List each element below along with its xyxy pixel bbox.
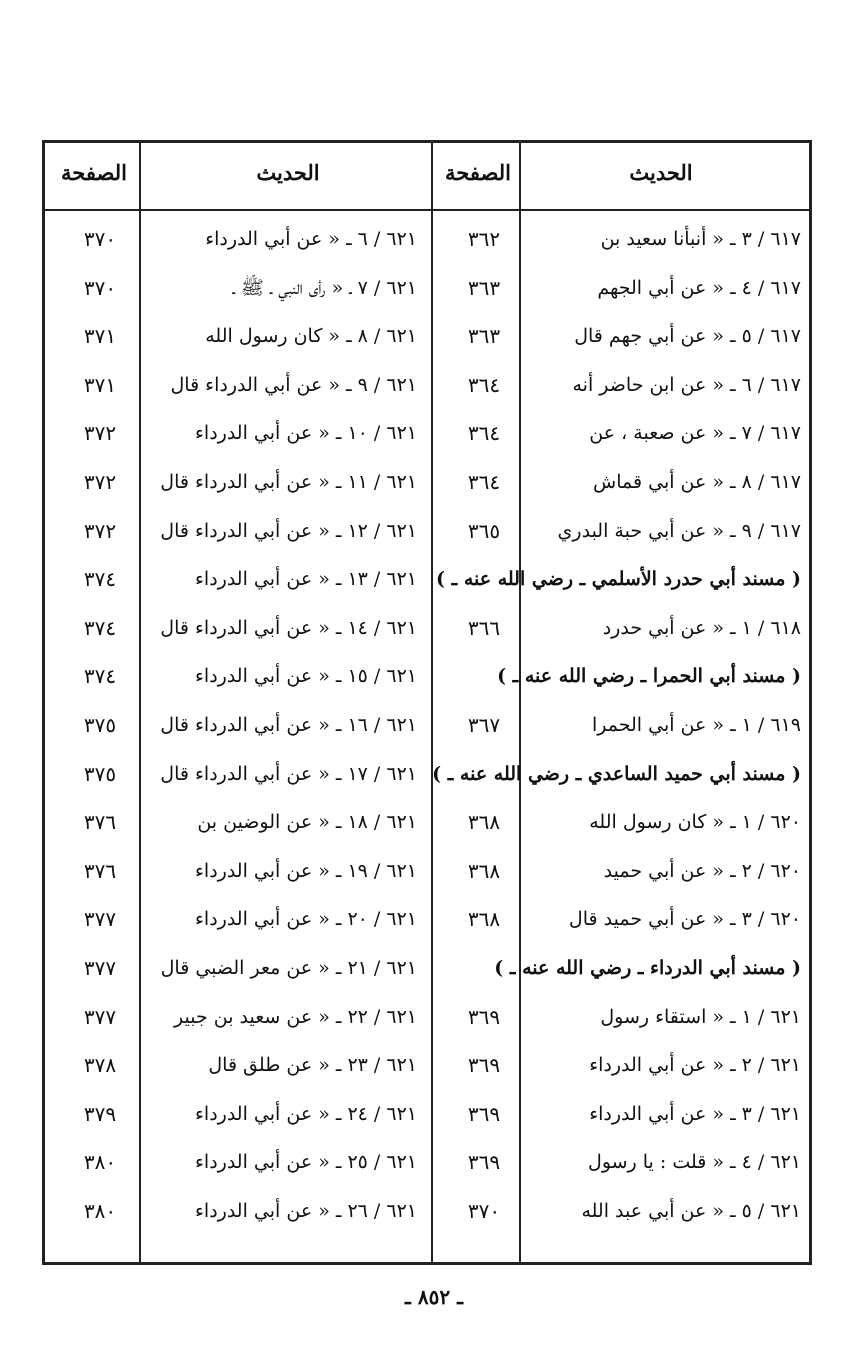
section-heading: ( مسند أبي الحمرا ـ رضي الله عنه ـ ) bbox=[497, 665, 801, 688]
table-row bbox=[45, 847, 809, 895]
hadith-entry: ٦٢١ / ٢٤ ـ « عن أبي الدرداء bbox=[194, 1102, 417, 1125]
page-ref: ٣٦٥ bbox=[467, 518, 501, 543]
hadith-entry: ٦٢١ / ٧ ـ « رأى النبي ـ ﷺ ـ bbox=[232, 276, 417, 299]
hadith-entry: ٦٢١ / ١٩ ـ « عن أبي الدرداء bbox=[194, 859, 417, 882]
table-row bbox=[45, 652, 809, 700]
hadith-entry: ٦٢٠ / ٣ ـ « عن أبي حميد قال bbox=[568, 908, 801, 931]
page-ref: ٣٧٩ bbox=[83, 1101, 117, 1126]
hadith-entry: ٦٢١ / ٩ ـ « عن أبي الدرداء قال bbox=[170, 373, 417, 396]
page-ref: ٣٦٤ bbox=[467, 421, 501, 446]
header-right-hadith: الحديث bbox=[629, 160, 693, 185]
page-ref: ٣٦٨ bbox=[467, 810, 501, 835]
page-ref: ٣٧٤ bbox=[83, 664, 117, 689]
hadith-entry: ٦٢١ / ١٨ ـ « عن الوضين بن bbox=[197, 811, 417, 834]
hadith-entry: ٦٢١ / ١٤ ـ « عن أبي الدرداء قال bbox=[160, 616, 417, 639]
hadith-entry: ٦٢٠ / ١ ـ « كان رسول الله bbox=[589, 811, 801, 834]
section-heading: ( مسند أبي حدرد الأسلمي ـ رضي الله عنه ـ ) bbox=[436, 568, 801, 591]
table-row bbox=[45, 1138, 809, 1186]
hadith-entry: ٦٢٠ / ٢ ـ « عن أبي حميد bbox=[603, 859, 801, 882]
header-right-page: الصفحة bbox=[445, 160, 511, 185]
page-ref bbox=[443, 750, 525, 798]
hadith-entry: ٦٢١ / ٥ ـ « عن أبي عبد الله bbox=[581, 1200, 801, 1222]
table-row bbox=[45, 507, 809, 555]
hadith-entry: ٦٢١ / ٢٦ ـ « عن أبي الدرداء bbox=[194, 1200, 417, 1222]
table-row bbox=[45, 409, 809, 457]
hadith-entry: ٦٢١ / ١٧ ـ « عن أبي الدرداء قال bbox=[160, 762, 417, 785]
hadith-entry: ٦٢١ / ٢ ـ « عن أبي الدرداء bbox=[589, 1054, 801, 1077]
page-ref: ٣٦٨ bbox=[467, 907, 501, 932]
page-ref: ٣٦٤ bbox=[467, 372, 501, 397]
hadith-entry: ٦١٧ / ٧ ـ « عن صعبة ، عن bbox=[589, 422, 801, 445]
page-ref: ٣٧٤ bbox=[83, 615, 117, 640]
table-row bbox=[45, 701, 809, 749]
section-heading: ( مسند أبي الدرداء ـ رضي الله عنه ـ ) bbox=[494, 957, 801, 979]
hadith-entry: ٦٢١ / ٨ ـ « كان رسول الله bbox=[205, 325, 417, 348]
page-ref: ٣٦٧ bbox=[467, 713, 501, 737]
page-ref bbox=[443, 555, 525, 603]
hadith-entry: ٦٢١ / ١١ ـ « عن أبي الدرداء قال bbox=[160, 471, 417, 493]
hadith-entry: ٦٢١ / ٢٢ ـ « عن سعيد بن جبير bbox=[174, 1005, 417, 1028]
page-ref: ٣٧١ bbox=[83, 372, 117, 397]
page-ref: ٣٦٩ bbox=[467, 1101, 501, 1126]
page-ref bbox=[443, 944, 525, 992]
page-ref: ٣٦٩ bbox=[467, 1053, 501, 1078]
page-ref: ٣٦٣ bbox=[467, 275, 501, 300]
page-ref: ٣٧٠ bbox=[467, 1199, 501, 1223]
table-row bbox=[45, 1187, 809, 1235]
hadith-entry: ٦٢١ / ٢٥ ـ « عن أبي الدرداء bbox=[194, 1151, 417, 1174]
table-row bbox=[45, 264, 809, 312]
hadith-entry: ٦٢١ / ٣ ـ « عن أبي الدرداء bbox=[589, 1102, 801, 1125]
page-ref: ٣٧٦ bbox=[83, 858, 117, 883]
table-row bbox=[45, 1041, 809, 1089]
hadith-entry: ٦١٧ / ٨ ـ « عن أبي قماش bbox=[593, 471, 801, 493]
hadith-entry: ٦٢١ / ١٠ ـ « عن أبي الدرداء bbox=[194, 422, 417, 445]
page-ref: ٣٦٣ bbox=[467, 324, 501, 349]
page-ref: ٣٧٢ bbox=[83, 518, 117, 543]
hadith-entry: ٦٢١ / ١٥ ـ « عن أبي الدرداء bbox=[194, 665, 417, 688]
page-ref: ٣٧٨ bbox=[83, 1053, 117, 1078]
hadith-entry: ٦٢١ / ٤ ـ « قلت : يا رسول bbox=[588, 1151, 801, 1174]
header-left-hadith: الحديث bbox=[256, 160, 320, 185]
table-row bbox=[45, 361, 809, 409]
hadith-entry: ٦٢١ / ١٦ ـ « عن أبي الدرداء قال bbox=[160, 714, 417, 736]
page-ref: ٣٧٤ bbox=[83, 567, 117, 592]
table-row bbox=[45, 215, 809, 263]
page-ref: ٣٧١ bbox=[83, 324, 117, 349]
page-ref: ٣٦٨ bbox=[467, 858, 501, 883]
hadith-entry: ٦٢١ / ١٣ ـ « عن أبي الدرداء bbox=[194, 568, 417, 591]
page-ref: ٣٧٥ bbox=[83, 761, 117, 786]
hadith-entry: ٦١٧ / ٩ ـ « عن أبي حبة البدري bbox=[557, 519, 801, 542]
index-table bbox=[42, 140, 812, 1265]
table-row bbox=[45, 993, 809, 1041]
page-ref: ٣٧٠ bbox=[83, 227, 117, 251]
hadith-entry: ٦٢١ / ٢١ ـ « عن معر الضبي قال bbox=[160, 957, 417, 979]
page-ref: ٣٦٤ bbox=[467, 470, 501, 494]
page-ref: ٣٧٥ bbox=[83, 713, 117, 737]
hadith-entry: ٦٢١ / ١٢ ـ « عن أبي الدرداء قال bbox=[160, 519, 417, 542]
table-row bbox=[45, 555, 809, 603]
table-row bbox=[45, 750, 809, 798]
page-ref: ٣٧٧ bbox=[83, 907, 117, 932]
table-row bbox=[45, 895, 809, 943]
page-ref: ٣٦٢ bbox=[467, 227, 501, 251]
header-divider bbox=[45, 209, 809, 211]
page-ref: ٣٦٩ bbox=[467, 1150, 501, 1175]
page-number: ـ ٨٥٢ ـ bbox=[405, 1285, 463, 1309]
page-ref: ٣٧٧ bbox=[83, 1004, 117, 1029]
hadith-entry: ٦١٩ / ١ ـ « عن أبي الحمرا bbox=[592, 714, 801, 736]
page-ref: ٣٧٢ bbox=[83, 470, 117, 494]
hadith-entry: ٦٢١ / ٢٠ ـ « عن أبي الدرداء bbox=[194, 908, 417, 931]
page-ref: ٣٧٠ bbox=[83, 275, 117, 300]
table-row bbox=[45, 312, 809, 360]
hadith-entry: ٦١٨ / ١ ـ « عن أبي حدرد bbox=[602, 616, 801, 639]
page-ref: ٣٦٩ bbox=[467, 1004, 501, 1029]
hadith-entry: ٦٢١ / ١ ـ « استقاء رسول bbox=[600, 1005, 801, 1028]
hadith-entry: ٦١٧ / ٦ ـ « عن ابن حاضر أنه bbox=[572, 373, 801, 396]
table-row bbox=[45, 798, 809, 846]
table-row bbox=[45, 604, 809, 652]
hadith-entry: ٦١٧ / ٥ ـ « عن أبي جهم قال bbox=[574, 325, 801, 348]
page-ref: ٣٨٠ bbox=[83, 1199, 117, 1223]
table-row bbox=[45, 1090, 809, 1138]
hadith-entry: ٦٢١ / ٢٣ ـ « عن طلق قال bbox=[208, 1054, 417, 1077]
page-ref: ٣٧٦ bbox=[83, 810, 117, 835]
page-ref: ٣٨٠ bbox=[83, 1150, 117, 1175]
page-ref: ٣٧٧ bbox=[83, 956, 117, 980]
hadith-entry: ٦١٧ / ٣ ـ « أنبأنا سعيد بن bbox=[600, 228, 801, 250]
page-ref bbox=[443, 652, 525, 700]
hadith-entry: ٦١٧ / ٤ ـ « عن أبي الجهم bbox=[597, 276, 801, 299]
header-left-page: الصفحة bbox=[61, 160, 127, 185]
section-heading: ( مسند أبي حميد الساعدي ـ رضي الله عنه ـ ) bbox=[432, 762, 801, 785]
page-ref: ٣٦٦ bbox=[467, 615, 501, 640]
table-row bbox=[45, 944, 809, 992]
table-row bbox=[45, 458, 809, 506]
page-ref: ٣٧٢ bbox=[83, 421, 117, 446]
hadith-entry: ٦٢١ / ٦ ـ « عن أبي الدرداء bbox=[205, 228, 417, 250]
